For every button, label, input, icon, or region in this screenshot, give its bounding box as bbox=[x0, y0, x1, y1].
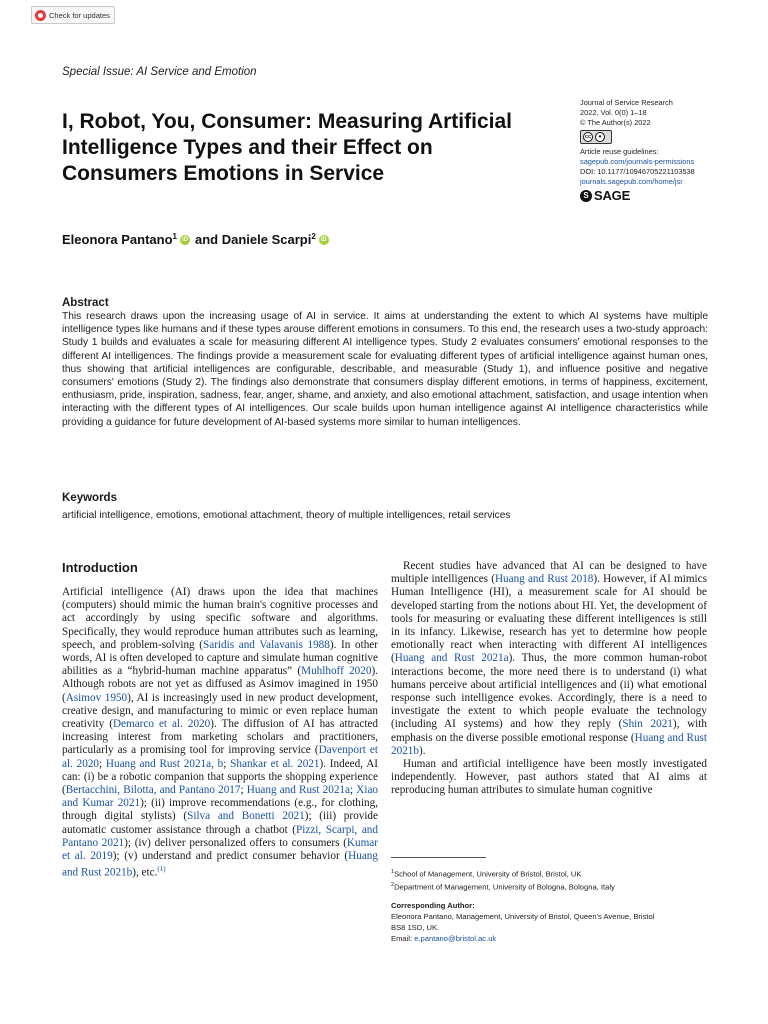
citation-link[interactable]: Shankar et al. 2021 bbox=[230, 757, 320, 770]
abstract-heading: Abstract bbox=[62, 297, 109, 309]
citation-link[interactable]: Huang and Rust 2018 bbox=[494, 573, 594, 586]
paragraph: Human and artificial intelligence have been mostly investigated independently. However, past authors stated that AI aims at reproducing human attributes to simulate human cognitive bbox=[391, 758, 707, 797]
citation-link[interactable]: Demarco et al. 2020 bbox=[112, 718, 211, 731]
left-column bbox=[62, 586, 378, 880]
citation-link[interactable]: Huang and Rust 2021a bbox=[394, 652, 509, 665]
sage-logo-icon: S bbox=[580, 190, 592, 202]
citation-link[interactable]: Huang and Rust 2021a, b bbox=[105, 757, 224, 770]
citation-link[interactable]: Huang and Rust 2021b bbox=[62, 850, 378, 879]
corresponding-author-address: BS8 1SD, UK. bbox=[391, 923, 440, 933]
author-name: and Daniele Scarpi bbox=[194, 232, 312, 247]
citation-link[interactable]: Davenport et al. 2020 bbox=[62, 744, 378, 770]
title-line: Consumers Emotions in Service bbox=[62, 162, 385, 185]
email-link[interactable]: e.pantano@bristol.ac.uk bbox=[414, 934, 497, 944]
journal-link[interactable]: journals.sagepub.com/home/jsr bbox=[580, 177, 683, 186]
special-issue-label: Special Issue: AI Service and Emotion bbox=[62, 66, 257, 78]
section-heading: Introduction bbox=[62, 560, 138, 575]
footnote-divider bbox=[391, 857, 486, 858]
corresponding-author-email: Email: e.pantano@bristol.ac.uk bbox=[391, 934, 497, 944]
right-column bbox=[391, 560, 707, 798]
paragraph: Artificial intelligence (AI) draws upon the idea that machines (computers) should mimic the human brain's cognitive processes and act accordingly by using specific software and algorithms. Specifically, they would reproduce human attributes such as learning, speech, and problem-solving (Saridis and Valavanis 1988). In other words, AI is often developed to capture and simulate human cognitive abilities as a “hybrid-human machine apparatus” (Muhlhoff 2020). Although robots are not yet as diffused as Asimov imagined in 1950 (Asimov 1950), AI is increasingly used in new product development, creative design, and manufacturing to mimic or even replace human creativity (Demarco et al. 2020). The diffusion of AI has attracted increasing interest from marketing scholars and practitioners, particularly as a promising tool for improving service (Davenport et al. 2020; Huang and Rust 2021a, b; Shankar et al. 2021). Indeed, AI can: (i) be a robotic companion that supports the shopping experience (Bertacchini, Bilotta, and Pantano 2017; Huang and Rust 2021a; Xiao and Kumar 2021); (ii) improve recommendations (e.g., for clothing, through digital stylists) (Silva and Bonetti 2021); (iii) provide automatic customer assistance through a chatbot (Pizzi, Scarpi, and Pantano 2021); (iv) deliver personalized offers to consumers (Kumar et al. 2019); (v) understand and predict consumer behavior (Huang and Rust 2021b), etc.$^{(1)}$ bbox=[62, 586, 379, 879]
journal-volume: 2022, Vol. 0(0) 1–18 bbox=[580, 108, 647, 117]
article-title bbox=[62, 109, 562, 187]
journal-meta bbox=[580, 98, 695, 202]
corresponding-author-address: Eleonora Pantano, Management, University of Bristol, Queen's Avenue, Bristol bbox=[391, 912, 655, 922]
author-name: Eleonora Pantano bbox=[62, 232, 173, 247]
orcid-icon[interactable]: iD bbox=[320, 236, 327, 243]
check-updates-icon bbox=[35, 10, 46, 21]
citation-link[interactable]: Kumar et al. 2019 bbox=[62, 836, 378, 863]
reuse-label: Article reuse guidelines: bbox=[580, 147, 659, 156]
sage-logo-text: SAGE bbox=[594, 188, 631, 203]
journal-name: Journal of Service Research bbox=[580, 98, 673, 107]
citation-link[interactable]: Shin 2021 bbox=[622, 718, 673, 731]
citation-link[interactable]: Saridis and Valavanis 1988 bbox=[203, 638, 330, 651]
by-icon: ● bbox=[595, 132, 605, 142]
citation-link[interactable]: Huang and Rust 2021b bbox=[391, 731, 708, 757]
creative-commons-badge[interactable] bbox=[580, 130, 612, 144]
affiliation-sup: 1 bbox=[172, 232, 177, 241]
keywords-heading: Keywords bbox=[62, 492, 117, 504]
endnote-link[interactable]: (1) bbox=[157, 865, 166, 874]
keywords-text: artificial intelligence, emotions, emotional attachment, theory of multiple intelligences, retail services bbox=[62, 510, 511, 521]
author-list bbox=[62, 232, 334, 247]
title-line: I, Robot, You, Consumer: Measuring Artificial bbox=[62, 110, 512, 133]
citation-link[interactable]: Huang and Rust 2021a bbox=[246, 784, 350, 797]
doi: DOI: 10.1177/10946705221103538 bbox=[580, 167, 695, 176]
citation-link[interactable]: Xiao and Kumar 2021 bbox=[62, 784, 378, 810]
citation-link[interactable]: Muhlhoff 2020 bbox=[301, 665, 372, 678]
sage-logo bbox=[580, 190, 695, 202]
abstract-text: This research draws upon the increasing usage of AI in service. It aims at understanding the extent to which AI systems have multiple intelligence types like humans and if these types arouse different emotions in consumers. To this end, the research uses a two-study approach: Study 1 builds and evaluates a scale for measuring different AI intelligence types. Study 2 evaluates consumers' emotional responses to the different AI intelligences. The findings provide a measurement scale for evaluating different types of artificial intelligence against human ones, thus showing that artificial intelligences are configurable, describable, and measurable (Study 1), and influence positive and negative consumers' emotions (Study 2). The findings also demonstrate that consumers display different emotions, in terms of happiness, excitement, enthusiasm, pride, inspiration, sadness, fear, anger, shame, and anxiety, and also emotional attachment, satisfaction, and usage intention when interacting with the different types of AI intelligences. Our scale builds upon human intelligence against AI intelligence characteristics while providing a guidance for future development of AI-based systems more similar to human intelligences. bbox=[62, 311, 708, 428]
title-line: Intelligence Types and their Effect on bbox=[62, 136, 433, 159]
corresponding-author-heading: Corresponding Author: bbox=[391, 901, 475, 911]
check-updates-label: Check for updates bbox=[49, 10, 110, 20]
citation-link[interactable]: Asimov 1950 bbox=[65, 691, 128, 704]
journal-copyright: © The Author(s) 2022 bbox=[580, 118, 651, 127]
affiliation-sup: 2 bbox=[311, 232, 316, 241]
reuse-link[interactable]: sagepub.com/journals-permissions bbox=[580, 157, 695, 166]
citation-link[interactable]: Bertacchini, Bilotta, and Pantano 2017 bbox=[65, 784, 241, 797]
affiliation: $^2$Department of Management, University of Bologna, Bologna, Italy bbox=[391, 881, 615, 892]
citation-link[interactable]: Silva and Bonetti 2021 bbox=[187, 810, 305, 823]
orcid-icon[interactable]: iD bbox=[181, 236, 188, 243]
footnotes bbox=[391, 867, 654, 944]
cc-icon: cc bbox=[584, 134, 592, 140]
check-for-updates-button[interactable] bbox=[31, 6, 115, 24]
citation-link[interactable]: Pizzi, Scarpi, and Pantano 2021 bbox=[62, 823, 378, 849]
affiliation: $^1$School of Management, University of Bristol, Bristol, UK bbox=[391, 869, 582, 879]
paragraph: Recent studies have advanced that AI can be designed to have multiple intelligences (Huang and Rust 2018). However, if AI mimics Human Intelligence (HI), a measurement scale for AI should be developed starting from the notions about HI. Yet, the development of tools for measuring or evaluating these different intelligences is still in its infancy. Likewise, research has yet to determine how people emotionally react when interacting with different AI intelligences (Huang and Rust 2021a). Thus, the more common human-robot interactions become, the more need there is to understand (i) what humans perceive about artificial intelligences and (ii) what emotional response such intelligence evokes. Accordingly, there is a need to investigate the extent to which people evaluate the technology (including AI systems) and how they reply (Shin 2021), with emphasis on the diverse possible emotional response (Huang and Rust 2021b). bbox=[391, 560, 708, 757]
